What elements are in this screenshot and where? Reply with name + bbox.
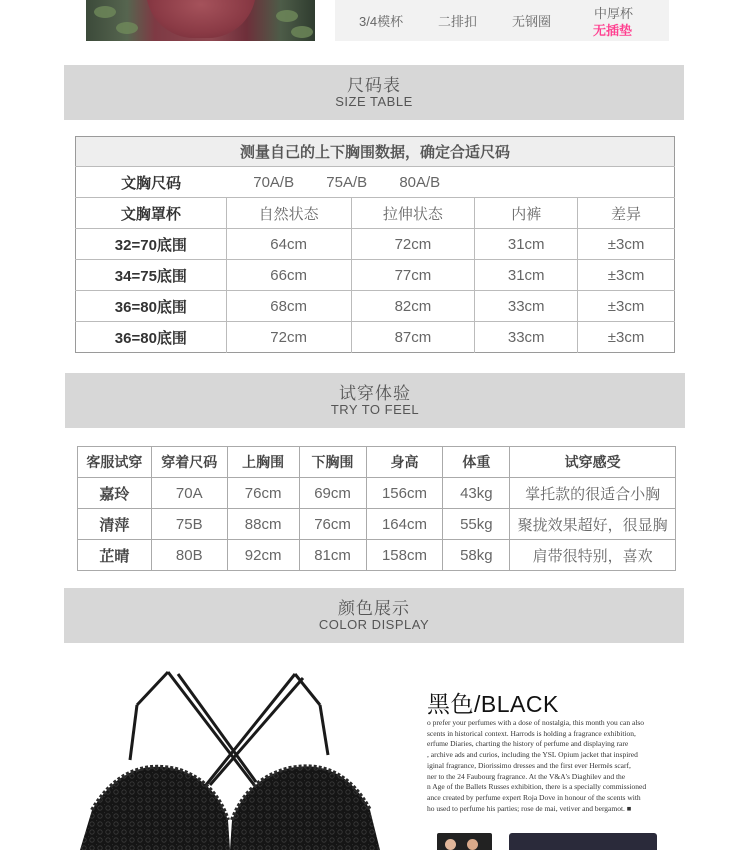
column-header: 体重	[443, 447, 510, 478]
color-banner	[64, 588, 684, 643]
column-header: 身高	[366, 447, 443, 478]
tester-name: 嘉玲	[78, 478, 152, 509]
column-header: 穿着尺码	[151, 447, 227, 478]
table-cell: 68cm	[226, 291, 351, 322]
row-label: 36=80底围	[76, 322, 227, 353]
table-cell: 66cm	[226, 260, 351, 291]
feature-pad: 无插垫	[593, 23, 633, 38]
table-cell: 31cm	[475, 229, 578, 260]
try-title-cn: 试穿体验	[339, 384, 411, 403]
table-row	[76, 229, 675, 260]
size-table-header-row	[76, 137, 675, 167]
article-text	[427, 718, 659, 814]
table-row	[76, 291, 675, 322]
bra-photo	[80, 660, 380, 850]
table-cell: 92cm	[227, 540, 299, 571]
article-line: ner to the 24 Faubourg fragrance. At the V&A's Diaghilev and the	[427, 771, 626, 781]
table-cell: 156cm	[366, 478, 443, 509]
table-cell: 76cm	[299, 509, 366, 540]
feature-thickness: 中厚杯	[594, 6, 634, 21]
article-line: scents in historical context. Harrods is holding a fragrance exhibition,	[427, 728, 636, 738]
size-title-cn: 尺码表	[347, 76, 401, 95]
table-cell: 肩带很特别，喜欢	[510, 540, 676, 571]
cup-label: 文胸罩杯	[76, 198, 227, 229]
black-bra-image	[80, 660, 380, 850]
product-photo-top	[86, 0, 315, 41]
table-cell: ±3cm	[578, 291, 675, 322]
size-option: 80A/B	[399, 173, 441, 191]
table-cell: 75B	[151, 509, 227, 540]
color-title-cn: 颜色展示	[338, 599, 410, 618]
table-cell: 164cm	[366, 509, 443, 540]
feature-hooks: 二排扣	[438, 14, 478, 29]
table-row	[78, 509, 676, 540]
feature-wire: 无钢圈	[512, 14, 552, 29]
tester-name: 芷晴	[78, 540, 152, 571]
size-label: 文胸尺码	[121, 174, 182, 192]
swatch-image	[445, 839, 456, 850]
row-label: 36=80底围	[76, 291, 227, 322]
try-banner	[65, 373, 685, 428]
row-label: 32=70底围	[76, 229, 227, 260]
table-cell: 58kg	[443, 540, 510, 571]
table-cell: 81cm	[299, 540, 366, 571]
size-table-banner	[64, 65, 684, 120]
feature-box	[335, 0, 669, 41]
try-title-en: TRY TO FEEL	[330, 402, 420, 417]
table-cell: 33cm	[475, 322, 578, 353]
table-cell: 77cm	[351, 260, 475, 291]
article-line: n Age of the Ballets Russes exhibition, there is a specially commissioned	[427, 782, 647, 792]
table-cell: 87cm	[351, 322, 475, 353]
product-thumbnails	[437, 833, 657, 850]
table-row	[78, 540, 676, 571]
table-cell: 72cm	[226, 322, 351, 353]
size-option: 75A/B	[326, 173, 368, 191]
try-table-header-row	[78, 447, 676, 478]
try-table	[77, 446, 676, 571]
perfume-box-image	[509, 833, 657, 850]
table-cell: 55kg	[443, 509, 510, 540]
table-cell: 掌托款的很适合小胸	[510, 478, 676, 509]
color-name: 黑色/BLACK	[427, 691, 559, 717]
table-cell: 43kg	[443, 478, 510, 509]
table-cell: 69cm	[299, 478, 366, 509]
column-header: 试穿感受	[510, 447, 676, 478]
table-row	[76, 260, 675, 291]
article-line: ance created by perfume expert Roja Dove in honour of the scents with	[427, 792, 641, 802]
table-cell: 76cm	[227, 478, 299, 509]
tester-name: 清萍	[78, 509, 152, 540]
table-cell: 31cm	[475, 260, 578, 291]
table-cell: ±3cm	[578, 260, 675, 291]
column-header: 上胸围	[227, 447, 299, 478]
cup-header-row	[76, 198, 675, 229]
size-option: 70A/B	[253, 173, 295, 191]
article-line: erfume Diaries, charting the history of perfume and displaying rare	[427, 739, 629, 749]
table-cell: 72cm	[351, 229, 475, 260]
table-cell: 80B	[151, 540, 227, 571]
table-cell: 33cm	[475, 291, 578, 322]
table-cell: 64cm	[226, 229, 351, 260]
table-row	[76, 322, 675, 353]
swatch-image	[467, 839, 478, 850]
size-table-header: 测量自己的上下胸围数据，确定合适尺码	[76, 137, 675, 167]
column-header: 差异	[578, 198, 675, 229]
article-line: iginal fragrance, Diorissimo dresses and the first ever Hermès scarf,	[427, 760, 631, 770]
table-cell: 聚拢效果超好，很显胸	[510, 509, 676, 540]
article-line: ho used to perfume his parties; rose de mai, vetiver and bergamot. ■	[427, 803, 632, 813]
table-cell: ±3cm	[578, 229, 675, 260]
table-cell: 70A	[151, 478, 227, 509]
feature-cup: 3/4模杯	[359, 14, 404, 29]
color-title-en: COLOR DISPLAY	[318, 617, 430, 632]
size-title-en: SIZE TABLE	[335, 94, 413, 109]
table-cell: 82cm	[351, 291, 475, 322]
table-cell: 88cm	[227, 509, 299, 540]
column-header: 客服试穿	[78, 447, 152, 478]
size-row	[76, 167, 675, 198]
article-line: , archive ads and curios, including the YSL Opium jacket that inspired	[427, 750, 638, 760]
column-header: 下胸围	[299, 447, 366, 478]
size-table	[75, 136, 675, 353]
column-header: 自然状态	[226, 198, 351, 229]
table-row	[78, 478, 676, 509]
column-header: 拉伸状态	[351, 198, 475, 229]
size-list	[226, 167, 674, 198]
article-line: o prefer your perfumes with a dose of nostalgia, this month you can also	[427, 718, 645, 727]
row-label: 34=75底围	[76, 260, 227, 291]
table-cell: 158cm	[366, 540, 443, 571]
table-cell: ±3cm	[578, 322, 675, 353]
column-header: 内裤	[475, 198, 578, 229]
